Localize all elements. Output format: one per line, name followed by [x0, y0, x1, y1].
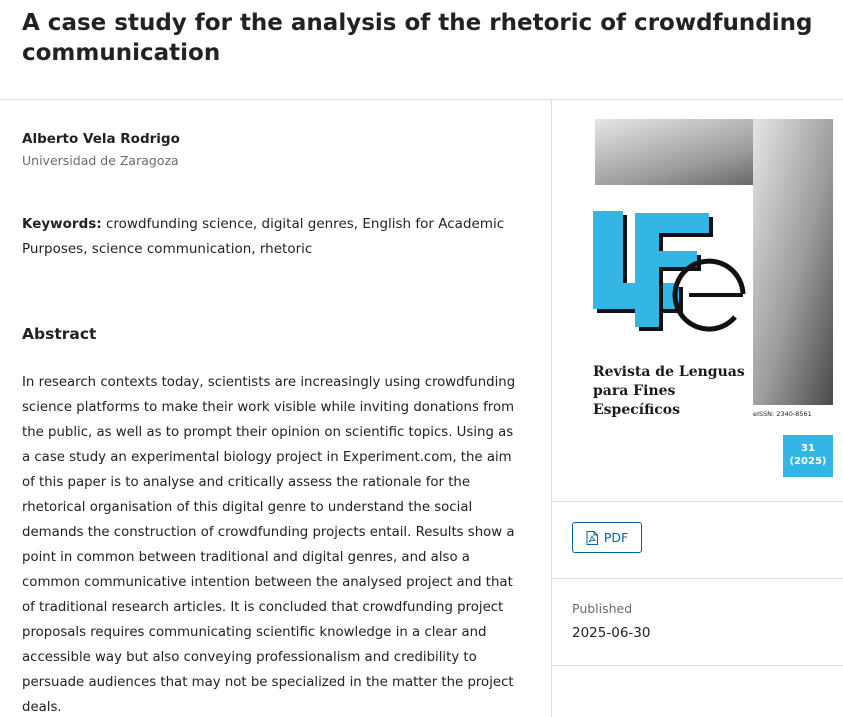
published-date: 2025-06-30 [572, 625, 651, 641]
cover-issue-year: (2025) [789, 456, 827, 467]
pdf-download-button[interactable] [572, 522, 642, 553]
abstract-heading: Abstract [22, 325, 97, 343]
pdf-button-label: PDF [603, 530, 629, 545]
cover-issue-number: 31 [801, 443, 815, 454]
author-affiliation: Universidad de Zaragoza [22, 153, 179, 168]
keywords-label: Keywords: [22, 216, 102, 232]
cover-journal-line2: para Fines [593, 383, 676, 399]
page-title: A case study for the analysis of the rhetoric of crowdfunding communication [22, 10, 813, 66]
keywords-text: crowdfunding science, digital genres, English for Academic Purposes, science communication, rhetoric [22, 216, 505, 257]
sidebar [551, 100, 843, 717]
abstract-text: In research contexts today, scientists are increasingly using crowdfunding science platforms to make their work visible while inviting donations from the public, as well as to prompt their opinion on scientific topics. Using as a case study an experimental biology project in Experiment.com, the aim of this paper is to analyse and critically assess the rationale for the rhetorical organisation of this digital genre to understand the social demands the construction of crowdfunding projects entail. Results show a point in common between traditional and digital genres, and also a common communicative intention between the analysed project and that of traditional research articles. It is concluded that crowdfunding project proposals requires communicating scientific knowledge in a clear and accessible way but also conveying professionalism and credibility to persuade audiences that may not be specialized in the matter the project deals. [22, 375, 516, 715]
file-pdf-icon [586, 531, 598, 545]
published-label: Published [572, 601, 633, 616]
page-header [0, 0, 843, 100]
keywords [22, 212, 522, 262]
article-main [0, 100, 551, 717]
journal-cover-image[interactable] [591, 119, 833, 477]
cover-eissn: eISSN: 2340-8561 [753, 410, 812, 418]
divider [552, 578, 843, 579]
divider [552, 501, 843, 502]
divider [552, 665, 843, 666]
journal-cover-graphic [591, 119, 833, 477]
author-name: Alberto Vela Rodrigo [22, 131, 180, 147]
cover-frame-right [753, 119, 833, 405]
cover-journal-line3: Específicos [593, 402, 681, 418]
cover-journal-line1: Revista de Lenguas [593, 364, 745, 380]
